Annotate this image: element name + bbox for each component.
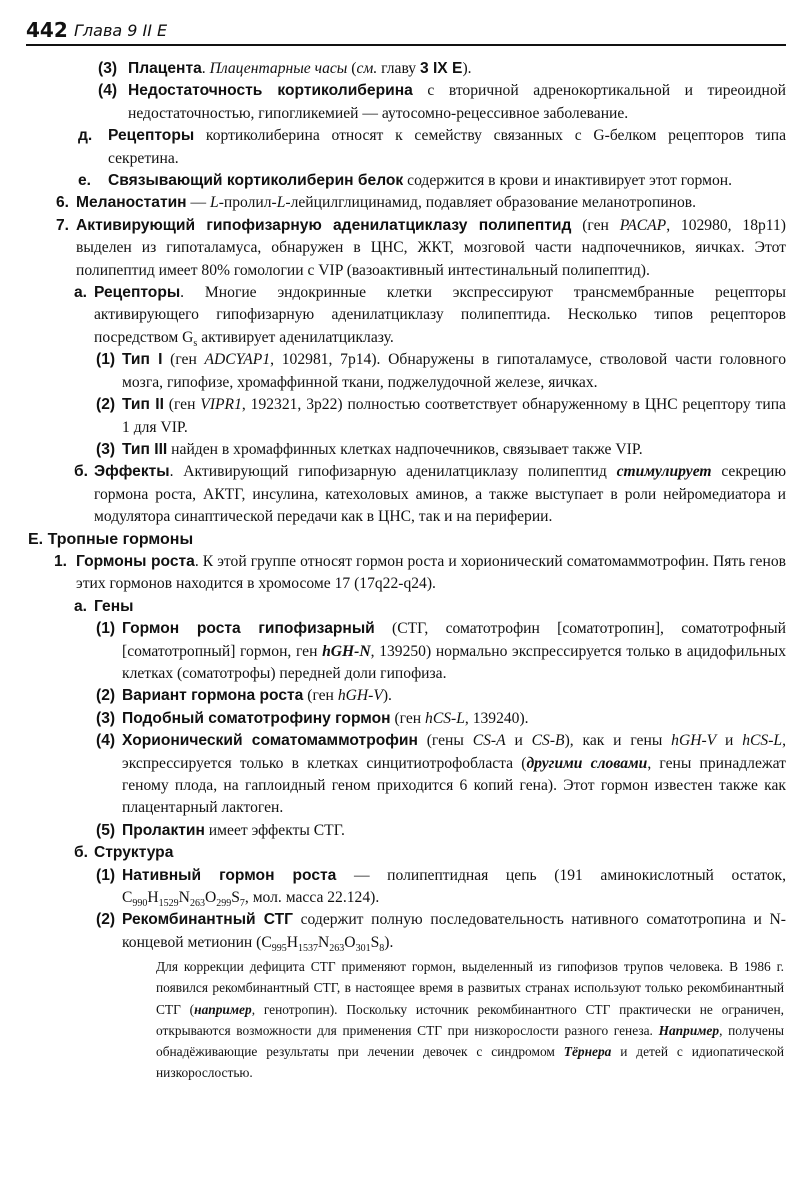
subscript: 299 [216, 898, 232, 910]
text-block [0, 461, 804, 528]
text-block [0, 596, 804, 618]
item-label: а. [74, 284, 88, 302]
text-run: Структура [94, 844, 174, 862]
text-run: и [505, 732, 532, 750]
text-run: Тип I [122, 351, 163, 369]
text-run: ), как и гены [564, 732, 672, 750]
item-label: е. [78, 172, 92, 190]
item-label: 1. [54, 552, 68, 570]
subscript: 8 [379, 942, 385, 954]
text-run: Гормоны роста [76, 552, 195, 570]
text-run: , 139250) нормально экспрессируется только в ацидофильных клетках (соматотрофы) передней доли гипофиза. [122, 642, 786, 682]
text-run: N [318, 933, 330, 951]
text-run: содержит полную последовательность нативного соматотропина и N-концевой метионин (C [122, 911, 786, 951]
text-run: O [344, 933, 356, 951]
text-run: S [370, 933, 380, 951]
item-label: б. [74, 844, 88, 862]
text-run: . К этой группе относят гормон роста и хорионический соматомаммотрофин. Пять генов этих гормонов находится в хромосоме 17 (17q22-q24). [76, 552, 786, 593]
text-run: , генотропин). Поскольку источник рекомбинантного СТГ практически не ограничен, открываются возможности для применения СТГ при низкорослости разного генеза. [156, 1001, 784, 1038]
text-run: Меланостатин [76, 194, 187, 212]
text-run: Пролактин [122, 821, 205, 839]
text-run: 3 IX E [419, 60, 463, 77]
text-run: Рецепторы [108, 127, 195, 145]
text-run: , 192321, 3p22) полностью соответствует обнаруженному в ЦНС рецептору типа 1 для VIP. [122, 396, 786, 436]
text-block [0, 125, 804, 170]
item-label: (2) [96, 396, 116, 414]
item-label: (2) [96, 687, 116, 705]
text-run: hGH-V [671, 732, 717, 750]
text-run: Рекомбинантный СТГ [122, 911, 293, 929]
text-run: , мол. масса 22.124). [244, 889, 380, 907]
text-run: , гены принадлежат геному плода, на гаплоидный геном приходится 6 копий гена). Этот гормон известен также как плацентарный лактоген. [122, 754, 786, 817]
text-run: Эффекты [94, 463, 170, 481]
text-run: например [194, 1001, 252, 1017]
text-run: Подобный соматотрофину гормон [122, 709, 391, 727]
text-run: PACAP [619, 216, 667, 234]
text-block [0, 956, 804, 1083]
running-header [26, 14, 786, 46]
text-run: . Активирующий гипофизарную аденилатциклазу полипептид [169, 463, 617, 481]
subscript: 1529 [158, 898, 179, 910]
text-block [0, 730, 804, 820]
text-run: . Многие эндокринные клетки экспрессируют трансмембранные рецепторы активирующего гипофизарную аденилатциклазу полипептида. Несколько типов рецепторов посредством G [94, 284, 786, 346]
text-run: — полипептидная цепь (191 аминокислотный остаток, C [122, 866, 787, 907]
text-run: с вторичной адренокортикальной и тиреоидной недостаточностью, гипогликемией — аутосомно-рецессивное заболевание. [128, 82, 786, 122]
text-block [0, 708, 804, 730]
subscript: 263 [329, 942, 345, 954]
text-run: содержится в крови и инактивирует этот гормон. [403, 172, 733, 190]
page-body [0, 58, 804, 1083]
text-run: (ген [162, 351, 205, 369]
text-run: hGH-V [337, 687, 383, 705]
subscript: 995 [271, 942, 287, 954]
text-run: Связывающий кортиколиберин белок [108, 172, 404, 190]
text-run: Тип II [122, 396, 164, 414]
text-run: VIPR1 [200, 396, 242, 414]
item-label: (3) [96, 709, 116, 727]
text-run: (ген [390, 709, 426, 727]
text-run: другими словами [526, 754, 648, 772]
text-block [0, 80, 804, 125]
item-label: (3) [96, 440, 116, 458]
text-run: Тип III [122, 440, 168, 458]
text-run: Для коррекции дефицита СТГ применяют гормон, выделенный из гипофизов трупов человека. В 1986 г. появился рекомбинантный СТГ, в настоящее время в развитых странах используют только рекомбинантный СТГ ( [156, 959, 784, 1017]
text-block [0, 551, 804, 596]
text-run: Нативный гормон роста [122, 866, 337, 884]
text-block [0, 909, 804, 954]
text-run: (ген [571, 216, 620, 234]
text-run: имеет эффекты СТГ. [204, 821, 345, 839]
text-run: активирует аденилатциклазу. [197, 328, 394, 346]
text-run: . [201, 60, 210, 77]
chapter-reference: Глава 9 II Е [74, 21, 168, 40]
text-run: Тёрнера [563, 1044, 612, 1060]
text-run: главу [377, 60, 420, 77]
text-run: Плацентарные часы [209, 60, 348, 77]
item-label: (1) [96, 351, 116, 369]
text-run: H [286, 933, 299, 951]
subscript: 990 [132, 898, 148, 910]
text-run: Гормон роста гипофизарный [122, 620, 375, 638]
item-label: (1) [96, 866, 116, 884]
text-run: -лейцилглицинамид, подавляет образование меланотропинов. [285, 194, 697, 212]
text-run: N [178, 889, 190, 907]
text-run: ). [382, 687, 392, 705]
text-run: секрецию гормона роста, АКТГ, инсулина, катехоловых аминов, а также выступает в роли нейромедиатора и модулятора синаптической передачи как в ЦНС, так и на периферии. [94, 463, 786, 526]
text-block [0, 58, 804, 80]
subscript: 7 [239, 898, 245, 910]
text-run: Е. Тропные гормоны [28, 530, 194, 548]
item-label: б. [74, 463, 88, 481]
text-run: ). [384, 933, 394, 951]
text-run: CS-A [472, 732, 506, 750]
text-run: O [204, 889, 217, 907]
item-label: 7. [56, 216, 70, 234]
text-run: и [716, 732, 743, 750]
text-block [0, 394, 804, 439]
text-block [0, 192, 804, 214]
item-label: (5) [96, 821, 116, 839]
section-heading [0, 529, 804, 551]
text-run: H [147, 889, 159, 907]
item-label: (2) [96, 911, 116, 929]
item-label: д. [78, 127, 93, 145]
text-run: (ген [163, 396, 201, 414]
text-run: Например [658, 1022, 720, 1038]
text-block [0, 215, 804, 282]
text-run: найден в хромаффинных клетках надпочечников, связывает также VIP. [167, 440, 643, 458]
text-run: hCS-L [742, 732, 783, 750]
subscript: s [193, 337, 198, 349]
text-block [0, 842, 804, 864]
text-run: L [210, 194, 219, 212]
text-block [0, 170, 804, 192]
subscript: 263 [189, 898, 205, 910]
text-run: стимулирует [616, 463, 712, 481]
text-run: и детей с идиопатической низкорослостью. [156, 1044, 785, 1081]
text-run: Плацента [128, 60, 202, 77]
text-run: Вариант гормона роста [122, 687, 304, 705]
text-run: ADCYAP1 [204, 351, 271, 369]
text-run: ). [462, 60, 472, 77]
text-block [0, 820, 804, 842]
text-run: ( [347, 60, 357, 77]
text-run: (СТГ, соматотрофин [соматотропин], соматотрофный [соматотропный] гормон, ген [122, 620, 786, 660]
text-block [0, 618, 804, 685]
text-run: Рецепторы [94, 284, 181, 302]
subscript: 301 [355, 942, 371, 954]
text-block [0, 349, 804, 394]
text-run: см. [356, 60, 378, 77]
text-run: L [276, 194, 286, 212]
text-block [0, 865, 804, 910]
text-run: hGH-N [322, 642, 371, 660]
text-block [0, 282, 804, 349]
text-run: hCS-L [425, 709, 465, 727]
text-run: кортиколиберина относят к семейству связанных с G-белком рецепторов типа секретина. [108, 127, 786, 167]
text-run: , 139240). [464, 709, 529, 727]
item-label: (1) [96, 620, 116, 638]
text-block [0, 685, 804, 707]
text-run: -пролил- [218, 194, 277, 212]
text-run: CS-B [531, 732, 565, 750]
text-run: , 102981, 7p14). Обнаружены в гипоталамусе, стволовой части головного мозга, гипофизе, хромаффинной ткани, поджелудочной железе, яичках. [122, 351, 786, 391]
text-run: Недостаточность кортиколиберина [128, 82, 413, 100]
item-label: 6. [56, 194, 70, 212]
subscript: 1537 [298, 942, 319, 954]
item-label: (4) [96, 732, 116, 750]
text-run: , получены обнадёживающие результаты при лечении девочек с синдромом [156, 1022, 784, 1060]
text-run: — [186, 194, 210, 212]
text-run: Активирующий гипофизарную аденилатциклазу полипептид [76, 216, 572, 234]
text-run: , экспрессируется только в клетках синцитиотрофобласта ( [122, 732, 786, 772]
text-run: Хорионический соматомаммотрофин [122, 732, 418, 750]
item-label: (3) [98, 60, 118, 77]
text-run: S [231, 889, 240, 907]
page-number: 442 [26, 18, 68, 42]
text-run: , 102980, 18p11) выделен из гипоталамуса, обнаружен в ЦНС, ЖКТ, мозговой части надпочечников, яичках. Этот полипептид имеет 80% гомологии с VIP (вазоактивный интестинальный полипептид). [76, 216, 787, 279]
text-run: (ген [303, 687, 338, 705]
text-run: (гены [417, 732, 473, 750]
text-block [0, 439, 804, 461]
item-label: (4) [98, 82, 118, 100]
text-run: Гены [94, 597, 134, 615]
item-label: а. [74, 597, 88, 615]
